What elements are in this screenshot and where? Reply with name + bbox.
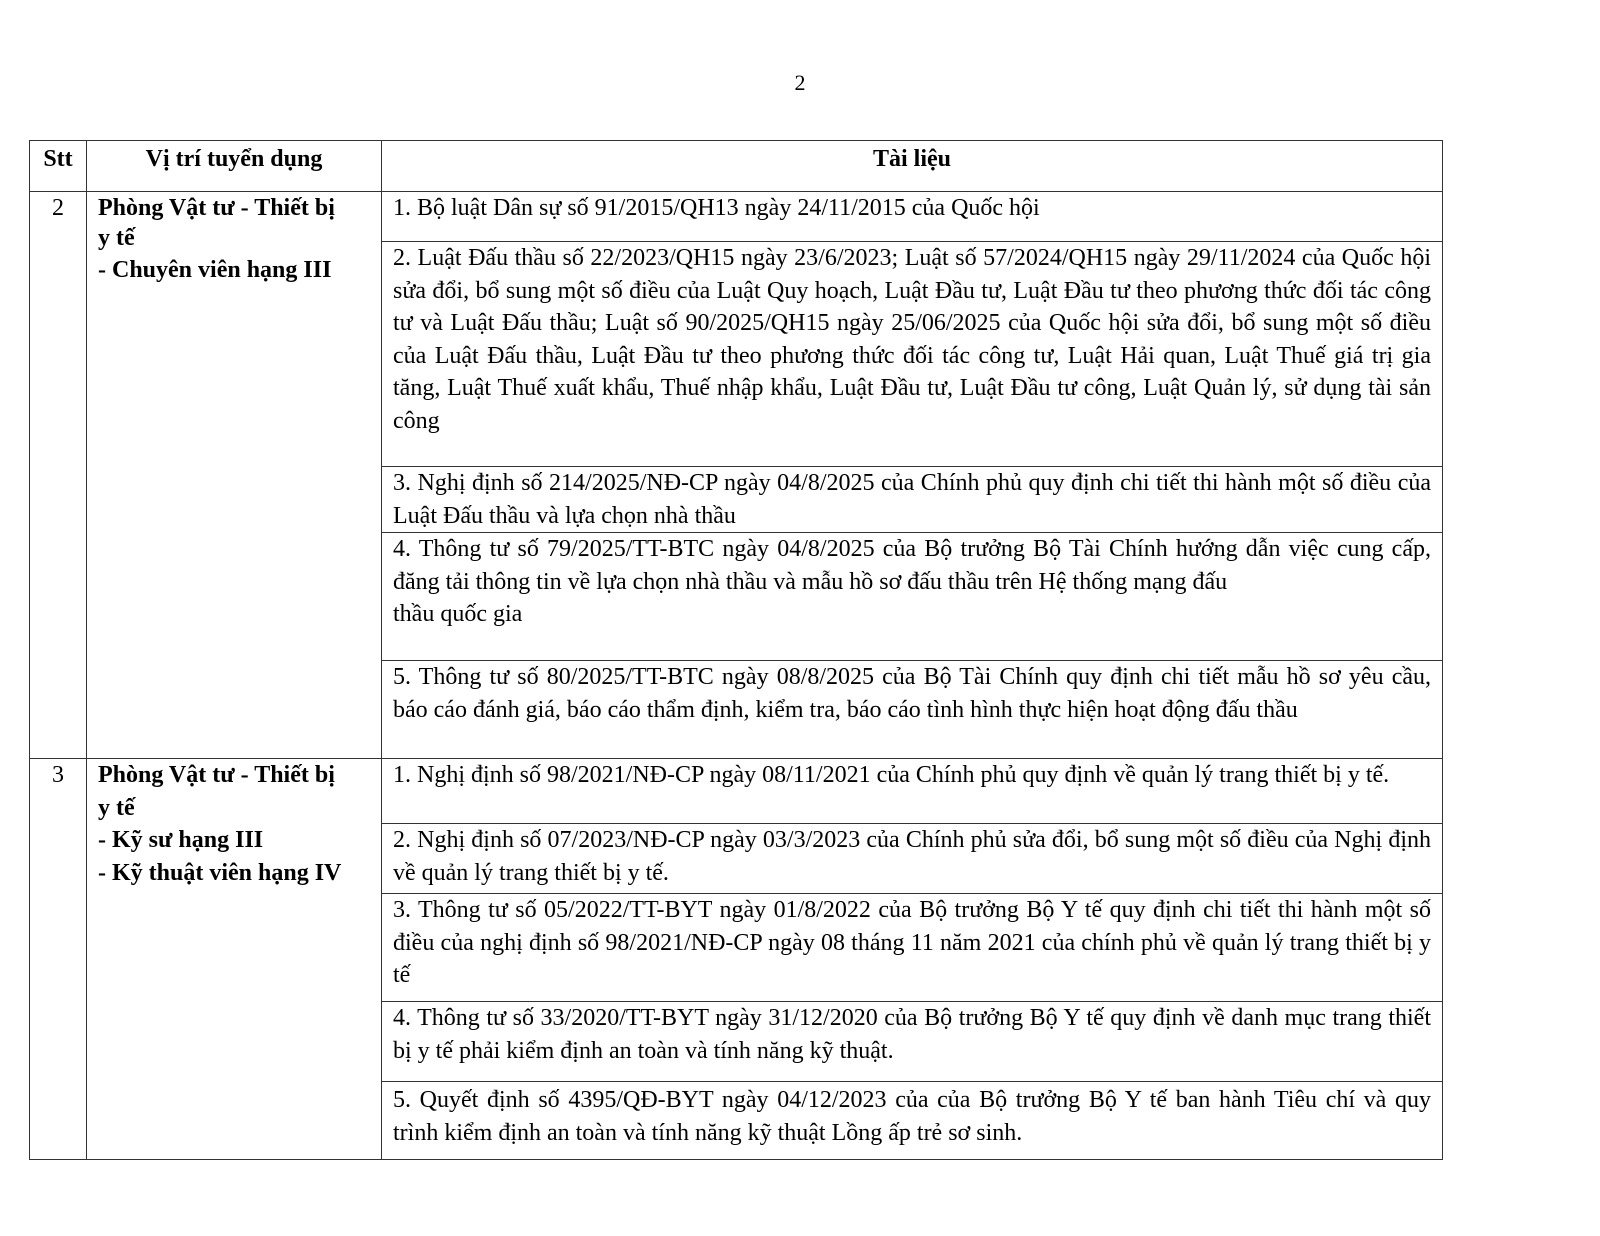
header-stt: Stt <box>30 141 87 192</box>
header-position: Vị trí tuyển dụng <box>87 141 382 192</box>
position-line: y tế <box>98 794 135 821</box>
document-item: 2. Luật Đấu thầu số 22/2023/QH15 ngày 23/6/2023; Luật số 57/2024/QH15 ngày 29/11/2024 của Quốc hội sửa đổi, bổ sung một số điều của Luật Quy hoạch, Luật Đầu tư, Luật Đầu tư theo phương thức đối tác công tư và Luật Đấu thầu; Luật số 90/2025/QH15 ngày 25/06/2025 của Quốc hội sửa đổi, bổ sung một số điều của Luật Đấu thầu, Luật Đầu tư theo phương thức đối tác công tư, Luật Hải quan, Luật Thuế giá trị gia tăng, Luật Thuế xuất khẩu, Thuế nhập khẩu, Luật Đầu tư, Luật Đầu tư công, Luật Quản lý, sử dụng tài sản công <box>382 242 1443 467</box>
document-item: 4. Thông tư số 79/2025/TT-BTC ngày 04/8/2025 của Bộ trưởng Bộ Tài Chính hướng dẫn việc cung cấp, đăng tải thông tin về lựa chọn nhà thầu và mẫu hồ sơ đấu thầu trên Hệ thống mạng đấu thầu quốc gia <box>382 533 1443 661</box>
position-line: - Kỹ thuật viên hạng IV <box>98 859 342 886</box>
header-documents: Tài liệu <box>382 141 1443 192</box>
stt-cell: 3 <box>30 759 87 1160</box>
table-row <box>30 759 1443 824</box>
position-line: y tế <box>98 224 135 251</box>
position-line: - Kỹ sư hạng III <box>98 827 264 853</box>
document-item: 1. Bộ luật Dân sự số 91/2015/QH13 ngày 24/11/2015 của Quốc hội <box>382 192 1443 242</box>
table-row <box>30 192 1443 242</box>
document-item: 3. Thông tư số 05/2022/TT-BYT ngày 01/8/2022 của Bộ trưởng Bộ Y tế quy định chi tiết thi hành một số điều của nghị định số 98/2021/NĐ-CP ngày 08 tháng 11 năm 2021 của chính phủ về quản lý trang thiết bị y tế <box>382 894 1443 1002</box>
document-item: 3. Nghị định số 214/2025/NĐ-CP ngày 04/8/2025 của Chính phủ quy định chi tiết thi hành một số điều của Luật Đấu thầu và lựa chọn nhà thầu <box>382 467 1443 533</box>
position-line: Phòng Vật tư - Thiết bị <box>98 762 335 788</box>
table-header-row <box>30 141 1443 192</box>
document-item: 5. Thông tư số 80/2025/TT-BTC ngày 08/8/2025 của Bộ Tài Chính quy định chi tiết mẫu hồ sơ yêu cầu, báo cáo đánh giá, báo cáo thẩm định, kiểm tra, báo cáo tình hình thực hiện hoạt động đấu thầu <box>382 661 1443 759</box>
position-cell <box>87 759 382 1160</box>
stt-cell: 2 <box>30 192 87 759</box>
position-line: Phòng Vật tư - Thiết bị <box>98 195 335 221</box>
document-table <box>29 140 1443 1160</box>
position-cell <box>87 192 382 759</box>
document-item: 5. Quyết định số 4395/QĐ-BYT ngày 04/12/2023 của của Bộ trưởng Bộ Y tế ban hành Tiêu chí và quy trình kiểm định an toàn và tính năng kỹ thuật Lồng ấp trẻ sơ sinh. <box>382 1082 1443 1160</box>
position-line: - Chuyên viên hạng III <box>98 257 332 283</box>
document-item: 2. Nghị định số 07/2023/NĐ-CP ngày 03/3/2023 của Chính phủ sửa đổi, bổ sung một số điều của Nghị định về quản lý trang thiết bị y tế. <box>382 824 1443 894</box>
page-number: 2 <box>794 70 806 95</box>
document-item: 1. Nghị định số 98/2021/NĐ-CP ngày 08/11/2021 của Chính phủ quy định về quản lý trang thiết bị y tế. <box>382 759 1443 824</box>
document-item: 4. Thông tư số 33/2020/TT-BYT ngày 31/12/2020 của Bộ trưởng Bộ Y tế quy định về danh mục trang thiết bị y tế phải kiểm định an toàn và tính năng kỹ thuật. <box>382 1002 1443 1082</box>
